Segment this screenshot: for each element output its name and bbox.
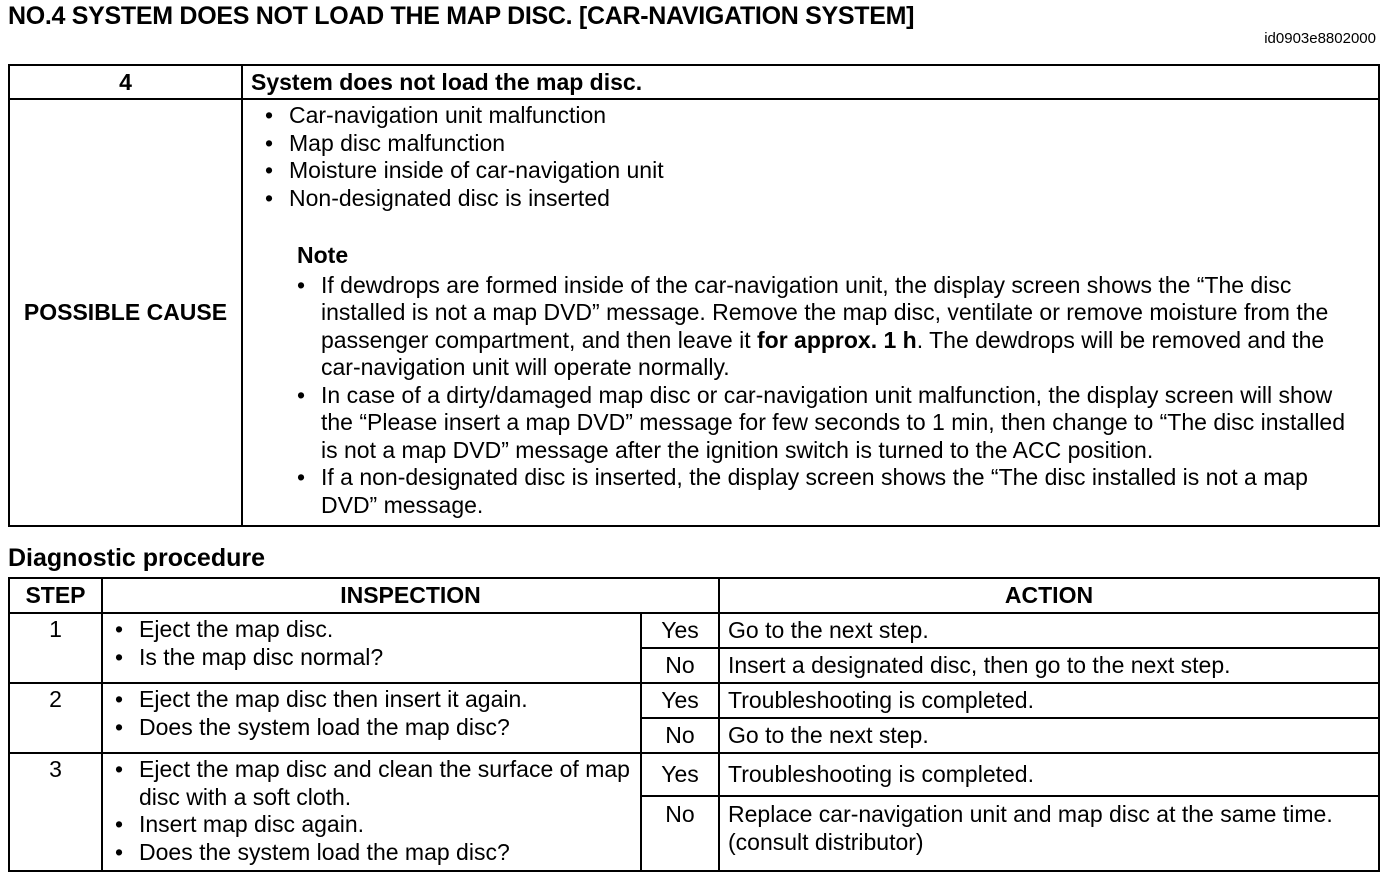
symptom-text: System does not load the map disc.: [242, 65, 1379, 99]
inspection-item: • Insert map disc again.: [103, 811, 632, 839]
no-action-note: (consult distributor): [728, 828, 924, 855]
no-label: No: [641, 648, 719, 683]
cause-item: • Moisture inside of car-navigation unit: [253, 157, 1364, 185]
inspection-item: • Eject the map disc then insert it again.: [103, 686, 632, 714]
diagnostic-procedure-heading: Diagnostic procedure: [8, 544, 265, 572]
cause-item: • Car-navigation unit malfunction: [253, 102, 1364, 130]
no-action: Replace car-navigation unit and map disc at the same time.: [728, 801, 1333, 828]
step-row: [9, 683, 1379, 718]
no-action: Insert a designated disc, then go to the next step.: [719, 648, 1379, 683]
no-label: No: [641, 718, 719, 753]
cause-header-row: [9, 65, 1379, 99]
diagnostic-table: [8, 577, 1380, 872]
yes-label: Yes: [641, 613, 719, 648]
inspection-item: • Eject the map disc and clean the surface of map disc with a soft cloth.: [103, 756, 632, 811]
possible-cause-table: [8, 64, 1380, 527]
yes-label: Yes: [641, 683, 719, 718]
no-label: No: [641, 796, 719, 871]
symptom-number: 4: [9, 65, 242, 99]
step-row: [9, 753, 1379, 796]
inspection-column-header: INSPECTION: [102, 578, 719, 613]
action-column-header: ACTION: [719, 578, 1379, 613]
step-number: 1: [9, 613, 102, 683]
inspection-item: • Eject the map disc.: [103, 616, 632, 644]
note-item: • If dewdrops are formed inside of the car-navigation unit, the display screen shows the “The disc installed is not a map DVD” message. Remove the map disc, ventilate or remove moisture from the passenger compartment, and then leave it for approx. 1 h. The dewdrops will be removed and the car-navigation unit will operate normally.: [253, 272, 1364, 382]
document-id: id0903e8802000: [1264, 30, 1376, 47]
possible-cause-label: POSSIBLE CAUSE: [9, 99, 242, 526]
no-action: Go to the next step.: [719, 718, 1379, 753]
note-list: [253, 272, 1364, 520]
inspection-item: • Does the system load the map disc?: [103, 714, 632, 742]
step-number: 2: [9, 683, 102, 753]
inspection-item: • Is the map disc normal?: [103, 644, 632, 672]
no-action-cell: [719, 796, 1379, 871]
cause-body-row: [9, 99, 1379, 526]
inspection-item: • Does the system load the map disc?: [103, 839, 632, 867]
yes-action: Troubleshooting is completed.: [719, 753, 1379, 796]
cause-item: • Map disc malfunction: [253, 130, 1364, 158]
yes-label: Yes: [641, 753, 719, 796]
cause-item: • Non-designated disc is inserted: [253, 185, 1364, 213]
cause-list: [253, 102, 1364, 212]
step-column-header: STEP: [9, 578, 102, 613]
inspection-cell: [102, 683, 641, 753]
inspection-cell: [102, 613, 641, 683]
yes-action: Troubleshooting is completed.: [719, 683, 1379, 718]
step-number: 3: [9, 753, 102, 871]
note-item: • In case of a dirty/damaged map disc or car-navigation unit malfunction, the display screen will show the “Please insert a map DVD” message for few seconds to 1 min, then change to “The disc installed is not a map DVD” message after the ignition switch is turned to the ACC position.: [253, 382, 1364, 465]
note-item: • If a non-designated disc is inserted, the display screen shows the “The disc installed is not a map DVD” message.: [253, 464, 1364, 519]
diagnostic-header-row: [9, 578, 1379, 613]
inspection-cell: [102, 753, 641, 871]
note-heading: Note: [297, 242, 349, 268]
page-title: NO.4 SYSTEM DOES NOT LOAD THE MAP DISC. [CAR-NAVIGATION SYSTEM]: [8, 2, 915, 30]
step-row: [9, 613, 1379, 648]
yes-action: Go to the next step.: [719, 613, 1379, 648]
possible-cause-content: [242, 99, 1379, 526]
